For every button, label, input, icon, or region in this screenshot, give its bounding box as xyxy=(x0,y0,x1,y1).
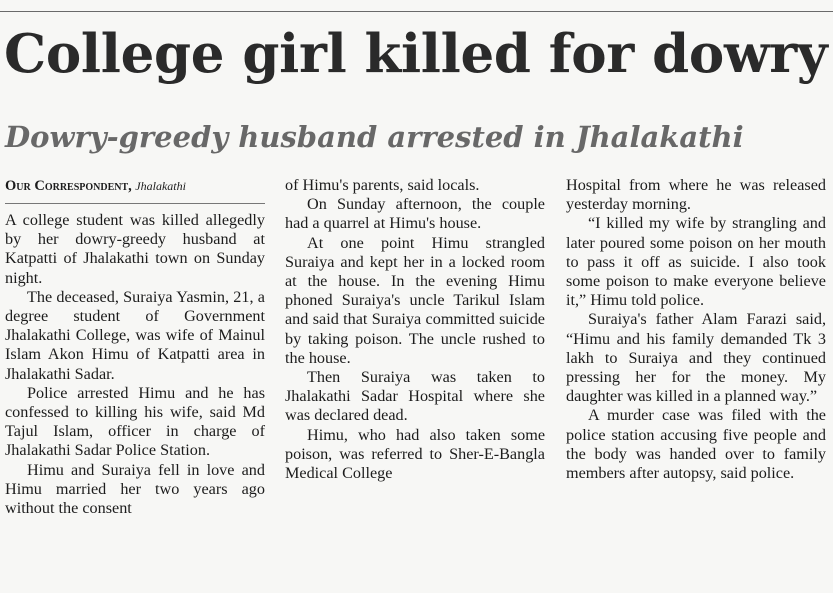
paragraph: Himu, who had also taken some poison, was referred to Sher-E-Bangla Medical College xyxy=(285,425,545,483)
article-column-2 xyxy=(285,176,545,483)
byline xyxy=(5,176,265,204)
headline: College girl killed for dowry xyxy=(4,23,828,85)
article-column-3 xyxy=(566,176,826,483)
paragraph: The deceased, Suraiya Yasmin, 21, a degree student of Government Jhalakathi College, was wife of Mainul Islam Akon Himu of Katpatti area in Jhalakathi Sadar. xyxy=(5,287,265,383)
paragraph: On Sunday afternoon, the couple had a quarrel at Himu's house. xyxy=(285,195,545,233)
byline-name: Our Correspondent, xyxy=(5,178,132,194)
paragraph: Police arrested Himu and he has confessed to killing his wife, said Md Tajul Islam, officer in charge of Jhalakathi Sadar Police Station. xyxy=(5,383,265,460)
paragraph: A college student was killed allegedly by her dowry-greedy husband at Katpatti of Jhalakathi town on Sunday night. xyxy=(5,211,265,287)
paragraph: At one point Himu strangled Suraiya and kept her in a locked room at the house. In the evening Himu phoned Suraiya's uncle Tarikul Islam and said that Suraiya committed suicide by taking poison. The uncle rushed to the house. xyxy=(285,233,545,367)
top-rule xyxy=(0,11,833,12)
paragraph: A murder case was filed with the police station accusing five people and the body was handed over to family members after autopsy, said police. xyxy=(566,406,826,483)
paragraph: of Himu's parents, said locals. xyxy=(285,176,480,194)
subheadline: Dowry-greedy husband arrested in Jhalakathi xyxy=(5,120,744,154)
article-column-1 xyxy=(5,176,265,518)
paragraph: Suraiya's father Alam Farazi said, “Himu and his family demanded Tk 3 lakh to Suraiya and they continued pressing her for the money. My daughter was killed in a planned way.” xyxy=(566,310,826,406)
paragraph: Himu and Suraiya fell in love and Himu married her two years ago without the consent xyxy=(5,460,265,518)
paragraph: Then Suraiya was taken to Jhalakathi Sadar Hospital where she was declared dead. xyxy=(285,368,545,425)
byline-place: Jhalakathi xyxy=(135,179,186,193)
paragraph: “I killed my wife by strangling and later poured some poison on her mouth to pass it off as suicide. I also took some poison to make everyone believe it,” Himu told police. xyxy=(566,214,826,310)
paragraph: Hospital from where he was released yesterday morning. xyxy=(566,176,826,214)
